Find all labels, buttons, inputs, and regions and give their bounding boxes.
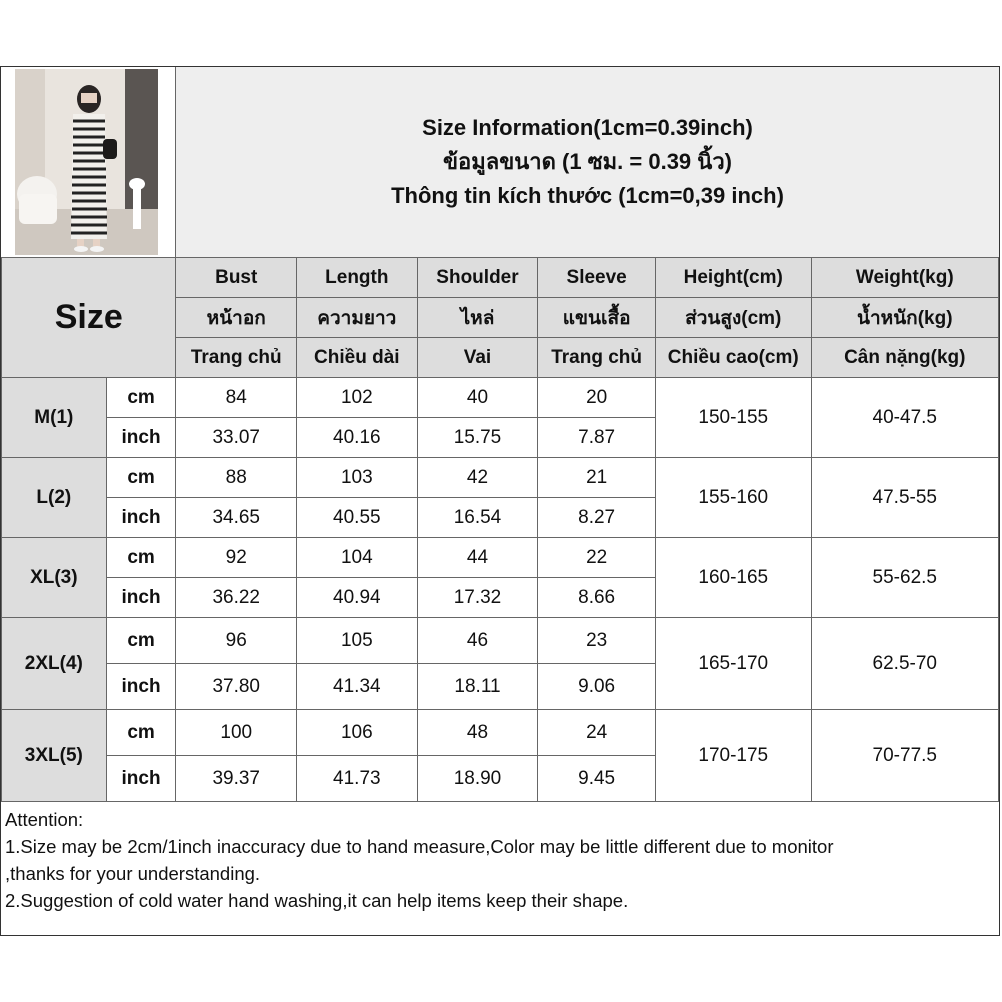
shoulder-cm: 40 (417, 378, 538, 418)
weight-range: 70-77.5 (811, 710, 998, 802)
bust-inch: 39.37 (176, 756, 297, 802)
title-vietnamese: Thông tin kích thước (1cm=0,39 inch) (391, 183, 784, 208)
sleeve-inch: 7.87 (538, 418, 656, 458)
length-cm: 103 (297, 458, 418, 498)
header-sleeve-vi: Trang chủ (538, 338, 656, 378)
unit-label: cm (106, 378, 176, 418)
bust-cm: 88 (176, 458, 297, 498)
length-cm: 102 (297, 378, 418, 418)
size-label: 2XL(4) (2, 618, 107, 710)
size-label: M(1) (2, 378, 107, 458)
header-height-th: ส่วนสูง(cm) (655, 298, 811, 338)
unit-label: inch (106, 756, 176, 802)
bust-cm: 96 (176, 618, 297, 664)
sleeve-inch: 8.66 (538, 578, 656, 618)
sleeve-inch: 9.06 (538, 664, 656, 710)
length-inch: 41.34 (297, 664, 418, 710)
length-inch: 40.94 (297, 578, 418, 618)
title-box (176, 67, 999, 257)
size-table (1, 257, 999, 802)
shoulder-inch: 17.32 (417, 578, 538, 618)
unit-label: cm (106, 710, 176, 756)
unit-label: inch (106, 418, 176, 458)
length-inch: 40.16 (297, 418, 418, 458)
notes-heading: Attention: (5, 809, 84, 830)
weight-range: 47.5-55 (811, 458, 998, 538)
size-label: 3XL(5) (2, 710, 107, 802)
length-cm: 105 (297, 618, 418, 664)
table-row (2, 538, 999, 578)
header-shoulder-vi: Vai (417, 338, 538, 378)
size-column-header: Size (2, 258, 176, 378)
header-row-english (2, 258, 999, 298)
sleeve-inch: 8.27 (538, 498, 656, 538)
note-item: 1.Size may be 2cm/1inch inaccuracy due to hand measure,Color may be little different due to monitor (5, 836, 834, 857)
size-label: XL(3) (2, 538, 107, 618)
size-chart-sheet (0, 66, 1000, 936)
header-weight-en: Weight(kg) (811, 258, 998, 298)
header-length-vi: Chiều dài (297, 338, 418, 378)
unit-label: cm (106, 458, 176, 498)
shoulder-inch: 16.54 (417, 498, 538, 538)
weight-range: 55-62.5 (811, 538, 998, 618)
size-label: L(2) (2, 458, 107, 538)
header-bust-th: หน้าอก (176, 298, 297, 338)
product-photo-illustration (15, 69, 158, 255)
attention-notes (1, 801, 999, 935)
bust-cm: 84 (176, 378, 297, 418)
bust-cm: 100 (176, 710, 297, 756)
shoulder-cm: 46 (417, 618, 538, 664)
shoulder-inch: 15.75 (417, 418, 538, 458)
header-shoulder-en: Shoulder (417, 258, 538, 298)
header-sleeve-en: Sleeve (538, 258, 656, 298)
table-row (2, 618, 999, 664)
sleeve-cm: 21 (538, 458, 656, 498)
shoulder-inch: 18.90 (417, 756, 538, 802)
sleeve-inch: 9.45 (538, 756, 656, 802)
header-height-vi: Chiều cao(cm) (655, 338, 811, 378)
unit-label: cm (106, 618, 176, 664)
bust-cm: 92 (176, 538, 297, 578)
bust-inch: 34.65 (176, 498, 297, 538)
shoulder-cm: 48 (417, 710, 538, 756)
header-length-en: Length (297, 258, 418, 298)
title-thai: ข้อมูลขนาด (1 ซม. = 0.39 นิ้ว) (442, 149, 732, 174)
note-item: ,thanks for your understanding. (5, 863, 261, 884)
height-range: 165-170 (655, 618, 811, 710)
bust-inch: 36.22 (176, 578, 297, 618)
sleeve-cm: 22 (538, 538, 656, 578)
note-item: 2.Suggestion of cold water hand washing,it can help items keep their shape. (5, 890, 629, 911)
bust-inch: 33.07 (176, 418, 297, 458)
height-range: 160-165 (655, 538, 811, 618)
header-length-th: ความยาว (297, 298, 418, 338)
length-cm: 106 (297, 710, 418, 756)
header-bust-vi: Trang chủ (176, 338, 297, 378)
header-height-en: Height(cm) (655, 258, 811, 298)
height-range: 170-175 (655, 710, 811, 802)
shoulder-inch: 18.11 (417, 664, 538, 710)
length-cm: 104 (297, 538, 418, 578)
bust-inch: 37.80 (176, 664, 297, 710)
header-sleeve-th: แขนเสื้อ (538, 298, 656, 338)
title-lines (176, 111, 999, 213)
height-range: 150-155 (655, 378, 811, 458)
sleeve-cm: 23 (538, 618, 656, 664)
sleeve-cm: 24 (538, 710, 656, 756)
unit-label: inch (106, 578, 176, 618)
weight-range: 40-47.5 (811, 378, 998, 458)
header-bust-en: Bust (176, 258, 297, 298)
title-english: Size Information(1cm=0.39inch) (422, 115, 753, 140)
length-inch: 40.55 (297, 498, 418, 538)
table-row (2, 710, 999, 756)
table-row (2, 378, 999, 418)
length-inch: 41.73 (297, 756, 418, 802)
weight-range: 62.5-70 (811, 618, 998, 710)
height-range: 155-160 (655, 458, 811, 538)
product-photo (15, 69, 158, 255)
shoulder-cm: 42 (417, 458, 538, 498)
unit-label: inch (106, 498, 176, 538)
size-chart-header (1, 67, 999, 257)
unit-label: inch (106, 664, 176, 710)
table-row (2, 458, 999, 498)
shoulder-cm: 44 (417, 538, 538, 578)
sleeve-cm: 20 (538, 378, 656, 418)
header-weight-vi: Cân nặng(kg) (811, 338, 998, 378)
unit-label: cm (106, 538, 176, 578)
header-shoulder-th: ไหล่ (417, 298, 538, 338)
header-weight-th: น้ำหนัก(kg) (811, 298, 998, 338)
